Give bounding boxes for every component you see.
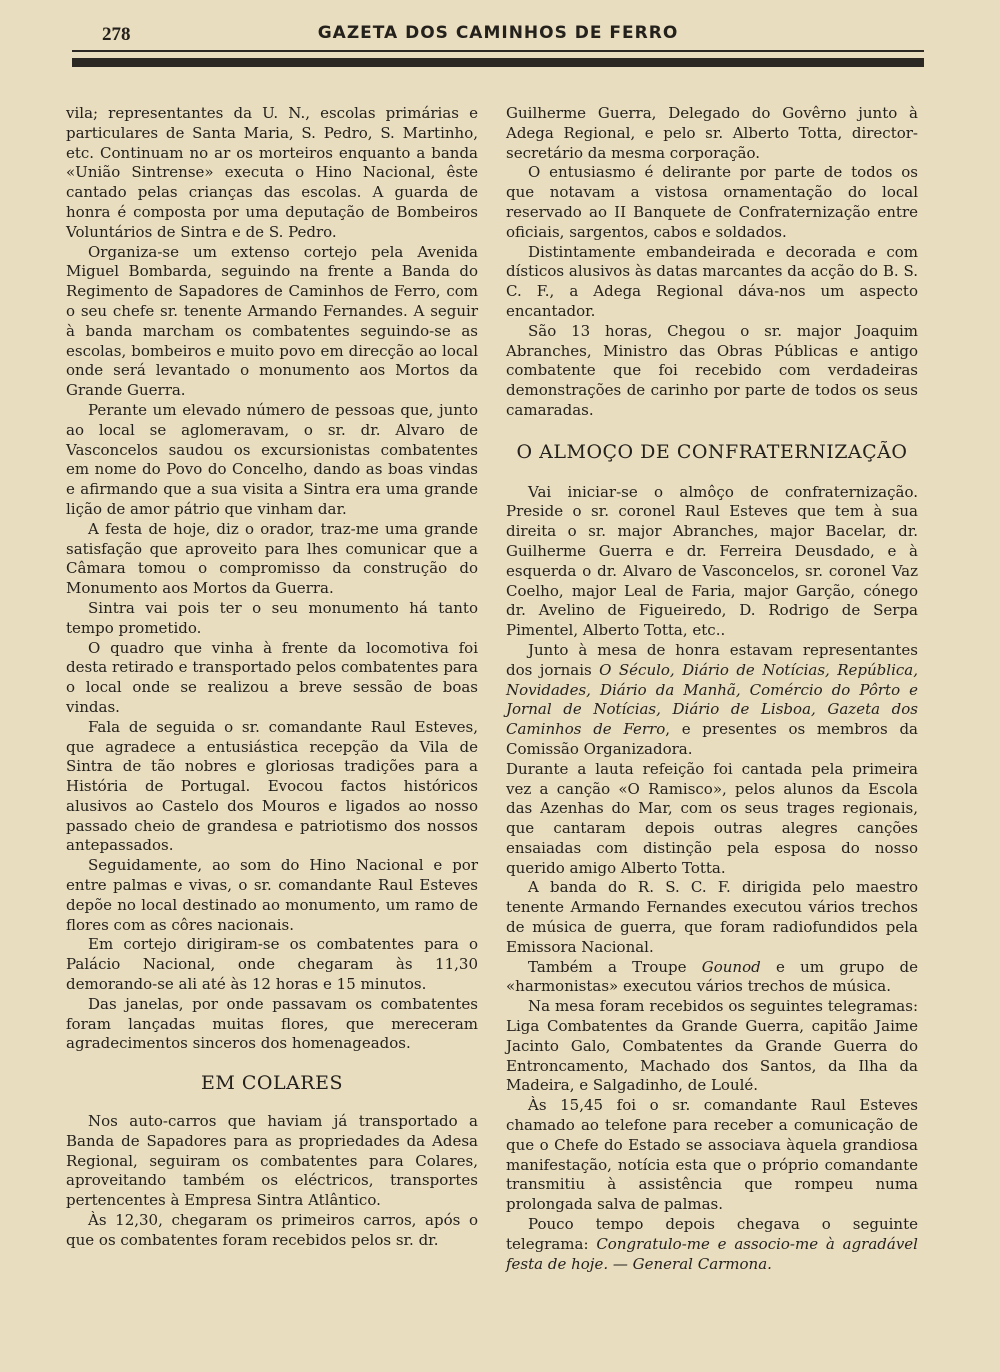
text-run: Pouco tempo depois chegava o seguinte telegrama: xyxy=(506,1215,918,1253)
paragraph: O quadro que vinha à frente da locomotiva foi desta retirado e transportado pelos combatentes para o local onde se realizou a breve sessão de boas vindas. xyxy=(66,638,478,716)
telegram-text: Congratulo-me e associo-me à agradável festa de hoje. — General Carmona. xyxy=(506,1234,918,1273)
paragraph: São 13 horas, Chegou o sr. major Joaquim Abranches, Ministro das Obras Públicas e antigo combatente que foi recebido com verdadeiras demonstrações de carinho por parte de todos os seus camaradas. xyxy=(506,321,918,419)
paragraph: Sintra vai pois ter o seu monumento há tanto tempo prometido. xyxy=(66,598,478,637)
text-run: e um grupo de «harmonistas» executou vários trechos de música. xyxy=(506,957,918,996)
paragraph: Na mesa foram recebidos os seguintes telegramas: Liga Combatentes da Grande Guerra, capitão Jaime Jacinto Galo, Combatentes da Grande Guerra do Entroncamento, Machado dos Santos, da Ilha da Madeira, e Salgadinho, de Loulé. xyxy=(506,997,918,1095)
paragraph: Vai iniciar-se o almôço de confraternização. Preside o sr. coronel Raul Esteves que tem à sua direita o sr. major Abranches, major Bacelar, dr. Guilherme Guerra e dr. Ferreira Deusdado, e à esquerda o dr. Alvaro de Vasconcelos, sr. coronel Vaz Coelho, major Leal de Faria, major Garção, cónego dr. Avelino de Figueiredo, D. Rodrigo de Serpa Pimentel, Alberto Totta, etc.. xyxy=(506,482,918,640)
paragraph: Às 12,30, chegaram os primeiros carros, após o que os combatentes foram recebidos pelos sr. dr. xyxy=(66,1211,478,1249)
paragraph-newspapers xyxy=(506,641,918,760)
paragraph: vila; representantes da U. N., escolas primárias e particulares de Santa Maria, S. Pedro, S. Martinho, etc. Continuam no ar os morteiros enquanto a banda «União Sintrense» executa o Hino Nacional, êste cantado pelas crianças das escolas. A guarda de honra é composta por uma deputação de Bombeiros Voluntários de Sintra e de S. Pedro. xyxy=(66,104,478,241)
paragraph: Fala de seguida o sr. comandante Raul Esteves, que agradece a entusiástica recepção da Vila de Sintra de tão nobres e gloriosas tradições para a História de Portugal. Evocou factos históricos alusivos ao Castelo dos Mouros e ligados ao nosso passado cheio de grandesa e patriotismo dos nossos antepassados. xyxy=(66,717,478,855)
header-rule-thick xyxy=(72,58,924,67)
paragraph: Em cortejo dirigiram-se os combatentes para o Palácio Nacional, onde chegaram às 11,30 demorando-se ali até às 12 horas e 15 minutos. xyxy=(66,935,478,994)
paragraph: Nos auto-carros que haviam já transportado a Banda de Sapadores para as propriedades da Adesa Regional, seguiram os combatentes para Colares, aproveitando também os eléctricos, transportes pertencentes à Empresa Sintra Atlântico. xyxy=(66,1112,478,1210)
paragraph: A festa de hoje, diz o orador, traz-me uma grande satisfação que aproveito para lhes comunicar que a Câmara tomou o compromisso da construção do Monumento aos Mortos da Guerra. xyxy=(66,519,478,598)
paragraph-troupe xyxy=(506,958,918,998)
paragraph: A banda do R. S. C. F. dirigida pelo maestro tenente Armando Fernandes executou vários trechos de música de guerra, que foram radiofundidos pela Emissora Nacional. xyxy=(506,878,918,956)
section-heading-em-colares: EM COLARES xyxy=(200,1072,343,1095)
section-heading-almoco: O ALMOÇO DE CONFRATERNIZAÇÃO xyxy=(516,440,908,463)
paragraph: Durante a lauta refeição foi cantada pela primeira vez a canção «O Ramisco», pelos alunos da Escola das Azenhas do Mar, com os seus trages regionais, que cantaram depois outras alegres canções ensaiadas com distinção pela esposa do nosso querido amigo Alberto Totta. xyxy=(506,759,918,877)
left-column xyxy=(66,104,478,1251)
text-run: Também a Troupe xyxy=(528,957,702,976)
journal-title: GAZETA DOS CAMINHOS DE FERRO xyxy=(317,23,679,43)
page-number: 278 xyxy=(102,24,131,45)
right-column xyxy=(506,104,918,1274)
paragraph: Das janelas, por onde passavam os combatentes foram lançadas muitas flores, que mereceram agradecimentos sinceros dos homenageados. xyxy=(66,994,478,1053)
paragraph: Guilherme Guerra, Delegado do Govêrno junto à Adega Regional, e pelo sr. Alberto Totta, director-secretário da mesma corporação. xyxy=(506,104,918,162)
page-header xyxy=(72,20,924,50)
text-run: Junto à mesa de honra estavam representantes dos jornais xyxy=(506,640,918,679)
paragraph: Seguidamente, ao som do Hino Nacional e por entre palmas e vivas, o sr. comandante Raul Esteves depõe no local destinado ao monumento, um ramo de flores com as côres nacionais. xyxy=(66,856,478,934)
newspaper-names: O Século, Diário de Notícias, República, Novidades, Diário da Manhã, Comércio do Pôrto e Jornal de Notícias, Diário de Lisboa, Gazeta dos Caminhos de Ferro xyxy=(506,660,918,739)
paragraph: Organiza-se um extenso cortejo pela Avenida Miguel Bombarda, seguindo na frente a Banda do Regimento de Sapadores de Caminhos de Ferro, com o seu chefe sr. tenente Armando Fernandes. A seguir à banda marcham os combatentes seguindo-se as escolas, bombeiros e muito povo em direcção ao local onde será levantado o monumento aos Mortos da Grande Guerra. xyxy=(66,242,478,400)
header-rules xyxy=(72,50,924,67)
paragraph: Perante um elevado número de pessoas que, junto ao local se aglomeravam, o sr. dr. Alvaro de Vasconcelos saudou os excursionistas combatentes em nome do Povo do Concelho, dando as boas vindas e afirmando que a sua visita a Sintra era uma grande lição de amor pátrio que vinham dar. xyxy=(66,400,478,518)
paragraph: O entusiasmo é delirante por parte de todos os que notavam a vistosa ornamentação do local reservado ao II Banquete de Confraternização entre oficiais, sargentos, cabos e soldados. xyxy=(506,163,918,241)
troupe-name: Gounod xyxy=(701,957,761,976)
paragraph: Às 15,45 foi o sr. comandante Raul Esteves chamado ao telefone para receber a comunicação de que o Chefe do Estado se associava àquela grandiosa manifestação, notícia esta que o próprio comandante transmitiu à assistência que rompeu numa prolongada salva de palmas. xyxy=(506,1096,918,1214)
text-run: , e presentes os membros da Comissão Organizadora. xyxy=(506,720,919,758)
paragraph: Distintamente embandeirada e decorada e com dísticos alusivos às datas marcantes da acção do B. S. C. F., a Adega Regional dáva-nos um aspecto encantador. xyxy=(506,242,918,320)
paragraph-telegram xyxy=(506,1215,918,1274)
header-rule-thin xyxy=(72,50,924,52)
